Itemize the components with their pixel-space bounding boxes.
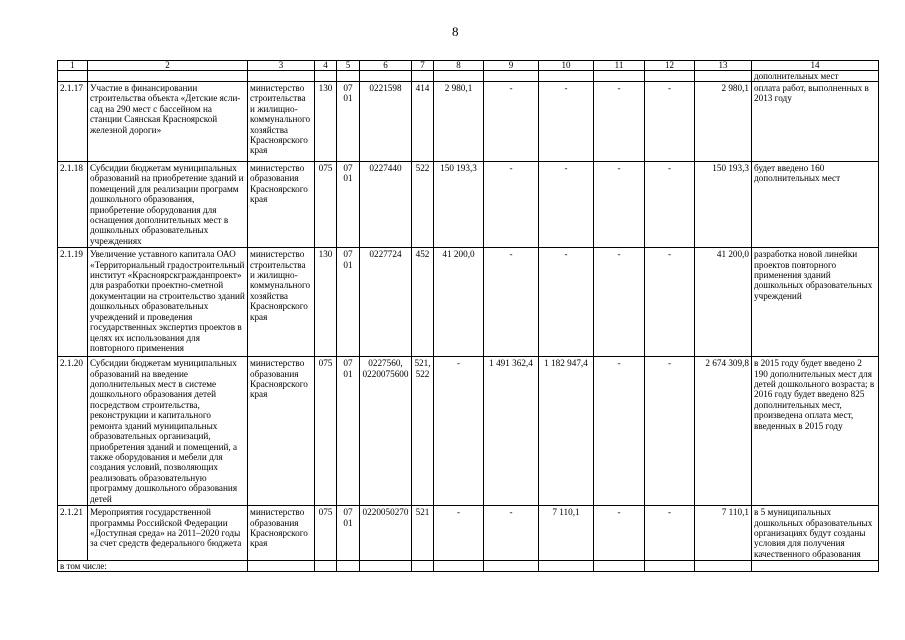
row-rzpr: 07 01 (337, 506, 360, 561)
row-vr: 414 (412, 82, 434, 162)
row-col11: - (594, 506, 645, 561)
footer-row (58, 561, 879, 572)
header-cell: 14 (752, 61, 879, 71)
row-number: 2.1.18 (58, 162, 88, 248)
row-rzpr: 07 01 (337, 357, 360, 506)
row-result: будет введено 160 дополнительных мест (752, 162, 879, 248)
row-col9: - (484, 162, 539, 248)
row-col9: 1 491 362,4 (484, 357, 539, 506)
program-table (57, 60, 879, 572)
row-col10: 7 110,1 (539, 506, 594, 561)
header-cell: 6 (360, 61, 412, 71)
row-result: оплата работ, выполненных в 2013 году (752, 82, 879, 162)
row-total: 2 674 309,8 (695, 357, 752, 506)
row-col12: - (645, 357, 695, 506)
row-executor: министерство образования Красноярского края (248, 506, 315, 561)
header-row (58, 61, 879, 71)
row-col11: - (594, 82, 645, 162)
row-number: 2.1.21 (58, 506, 88, 561)
row-col12: - (645, 82, 695, 162)
table-row (58, 82, 879, 162)
row-vr: 521 (412, 506, 434, 561)
row-csr: 0220050270 (360, 506, 412, 561)
row-gr: 130 (315, 248, 337, 357)
row-vr: 522 (412, 162, 434, 248)
header-cell: 11 (594, 61, 645, 71)
row-vr: 452 (412, 248, 434, 357)
row-csr: 0227724 (360, 248, 412, 357)
continuation-row (58, 71, 879, 82)
row-gr: 075 (315, 506, 337, 561)
row-name: Субсидии бюджетам муниципальных образований на введение дополнительных мест в системе дошкольного образования детей посредством строительства, реконструкции и капитального ремонта зданий муниципальных образовательных организаций, приобретения зданий и помещений, а также оборудования и мебели для создания условий, позволяющих реализовать образовательную программу дошкольного образования детей (88, 357, 248, 506)
row-result: разработка новой линейки проектов повторного применения зданий дошкольных образовательных учреждений (752, 248, 879, 357)
header-cell: 8 (434, 61, 484, 71)
row-col10: - (539, 248, 594, 357)
row-rzpr: 07 01 (337, 162, 360, 248)
table-row (58, 248, 879, 357)
row-name: Участие в финансировании строительства объекта «Детские ясли-сад на 290 мест с бассейном на станции Саянская Красноярской железной дороги» (88, 82, 248, 162)
header-cell: 1 (58, 61, 88, 71)
row-vr: 521, 522 (412, 357, 434, 506)
row-col11: - (594, 357, 645, 506)
row-executor: министерство образования Красноярского края (248, 357, 315, 506)
row-number: 2.1.17 (58, 82, 88, 162)
header-cell: 2 (88, 61, 248, 71)
row-total: 7 110,1 (695, 506, 752, 561)
table-row (58, 357, 879, 506)
row-col9: - (484, 248, 539, 357)
row-col9: - (484, 82, 539, 162)
row-number: 2.1.19 (58, 248, 88, 357)
row-name: Субсидии бюджетам муниципальных образований на приобретение зданий и помещений для реализации программ дошкольного образования, приобретение оборудования для оснащения дополнительных мест в дошкольных образовательных учреждениях (88, 162, 248, 248)
row-gr: 130 (315, 82, 337, 162)
row-name: Увеличение уставного капитала ОАО «Территориальный градостроительный институт «Красноярскгражданпроект» для разработки проектно-сметной документации на строительство зданий дошкольных образовательных учреждений и проведения государственных экспертиз проектов в целях их использования для повторного применения (88, 248, 248, 357)
row-gr: 075 (315, 162, 337, 248)
row-col8: - (434, 357, 484, 506)
row-result: в 5 муниципальных дошкольных образовательных организациях будут созданы условия для получения качественного образования (752, 506, 879, 561)
page-number: 8 (452, 24, 459, 39)
footer-label: в том числе: (58, 561, 248, 572)
row-col11: - (594, 248, 645, 357)
row-number: 2.1.20 (58, 357, 88, 506)
row-csr: 0227440 (360, 162, 412, 248)
table-row (58, 506, 879, 561)
row-executor: министерство строительства и жилищно-коммунального хозяйства Красноярского края (248, 248, 315, 357)
header-cell: 12 (645, 61, 695, 71)
header-cell: 7 (412, 61, 434, 71)
header-cell: 5 (337, 61, 360, 71)
row-csr: 0221598 (360, 82, 412, 162)
row-col8: 2 980,1 (434, 82, 484, 162)
header-cell: 9 (484, 61, 539, 71)
row-total: 2 980,1 (695, 82, 752, 162)
row-rzpr: 07 01 (337, 82, 360, 162)
row-col8: - (434, 506, 484, 561)
row-csr: 0227560, 0220075600 (360, 357, 412, 506)
header-cell: 4 (315, 61, 337, 71)
row-col12: - (645, 248, 695, 357)
row-col10: - (539, 162, 594, 248)
header-cell: 10 (539, 61, 594, 71)
row-col10: - (539, 82, 594, 162)
row-col11: - (594, 162, 645, 248)
row-gr: 075 (315, 357, 337, 506)
row-total: 150 193,3 (695, 162, 752, 248)
row-total: 41 200,0 (695, 248, 752, 357)
row-col12: - (645, 506, 695, 561)
row-col12: - (645, 162, 695, 248)
row-col9: - (484, 506, 539, 561)
row-col10: 1 182 947,4 (539, 357, 594, 506)
row-name: Мероприятия государственной программы Российской Федерации «Доступная среда» на 2011–2020 годы за счет средств федерального бюджета (88, 506, 248, 561)
row-executor: министерство образования Красноярского края (248, 162, 315, 248)
row-col8: 41 200,0 (434, 248, 484, 357)
row-col8: 150 193,3 (434, 162, 484, 248)
row-executor: министерство строительства и жилищно-коммунального хозяйства Красноярского края (248, 82, 315, 162)
table-row (58, 162, 879, 248)
continuation-text: дополнительных мест (752, 71, 879, 82)
row-rzpr: 07 01 (337, 248, 360, 357)
row-result: в 2015 году будет введено 2 190 дополнительных мест для детей дошкольного возраста; в 2016 году будет введено 825 дополнительных мест, произведена оплата мест, введенных в 2015 году (752, 357, 879, 506)
header-cell: 3 (248, 61, 315, 71)
header-cell: 13 (695, 61, 752, 71)
